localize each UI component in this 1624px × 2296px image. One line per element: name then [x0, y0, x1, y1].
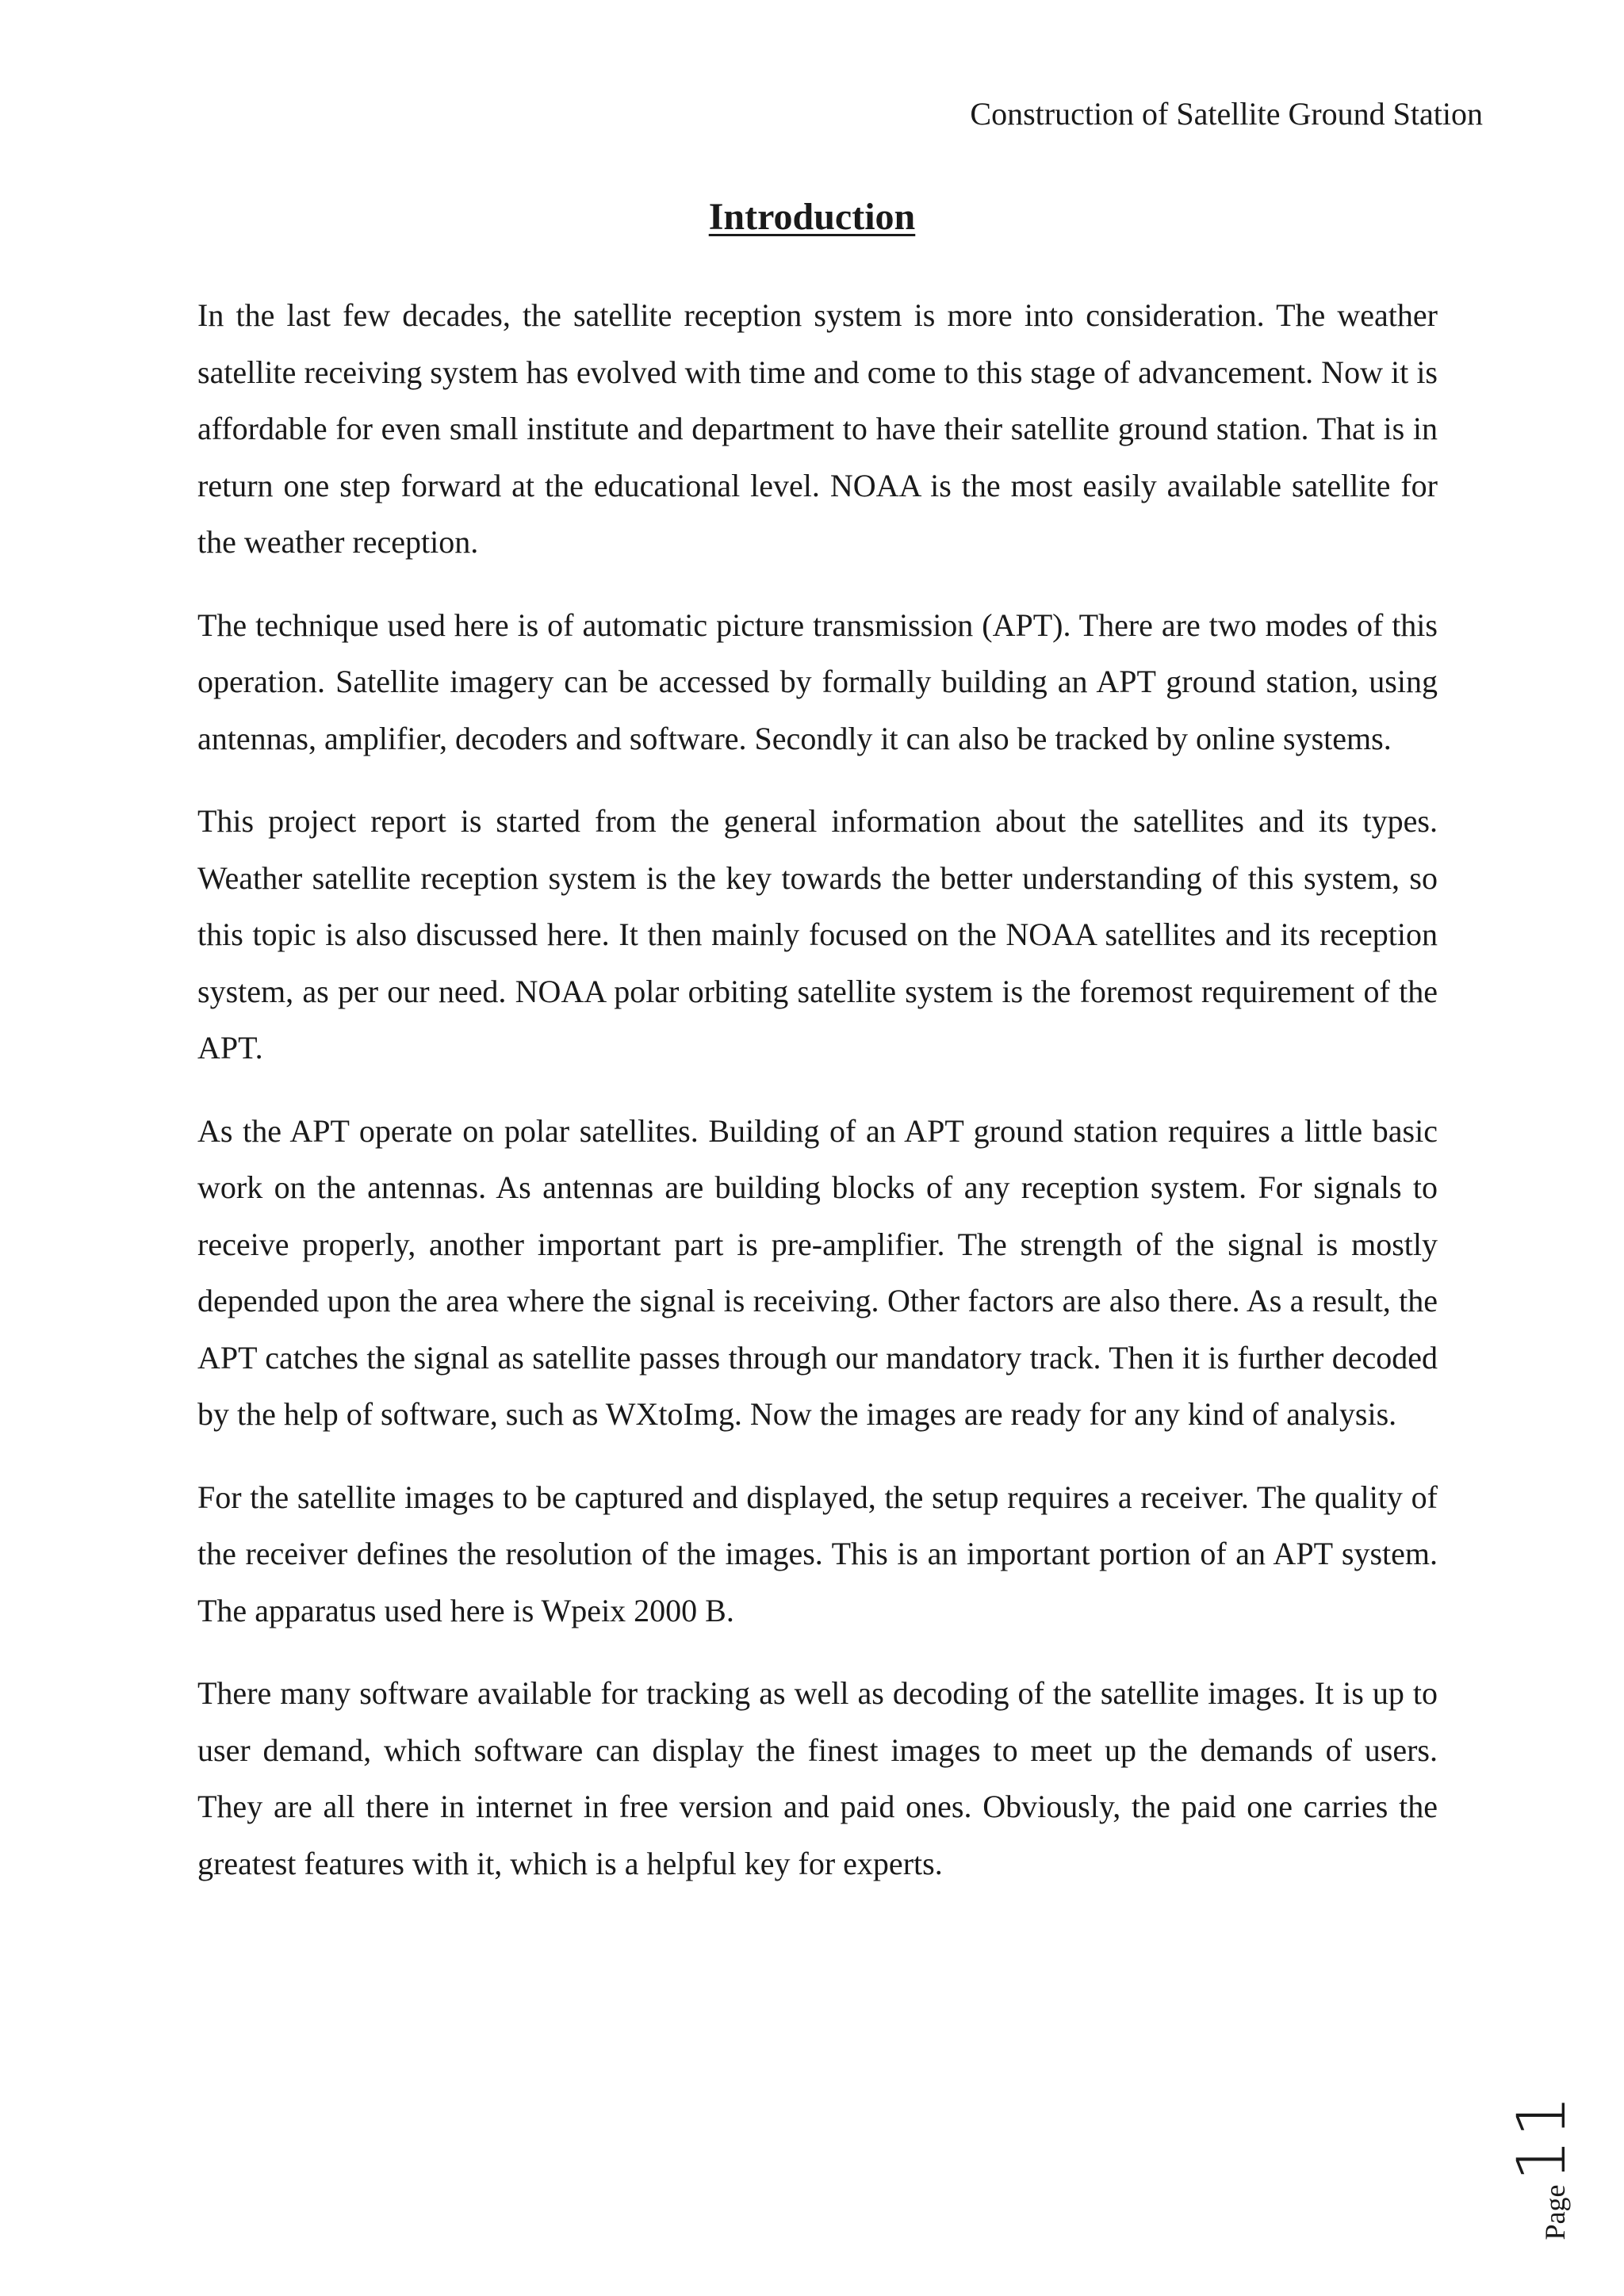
- running-header: Construction of Satellite Ground Station: [970, 96, 1483, 132]
- page-number: [1503, 2093, 1622, 2241]
- page-number-value: 11: [1503, 2093, 1580, 2182]
- paragraph-1: In the last few decades, the satellite reception system is more into consideration. The weather satellite receiving system has evolved with time and come to this stage of advancement. Now it is affordable for even small institute and department to have their satellite ground station. That is in return one step forward at the educational level. NOAA is the most easily available satellite for the weather reception.: [197, 297, 1438, 560]
- page-label: Page: [1539, 2184, 1571, 2241]
- body-text: [197, 287, 1438, 1918]
- paragraph-5: For the satellite images to be captured and displayed, the setup requires a receiver. The quality of the receiver defines the resolution of the images. This is an important portion of an APT system. The apparatus used here is Wpeix 2000 B.: [197, 1479, 1438, 1628]
- paragraph-2: The technique used here is of automatic picture transmission (APT). There are two modes of this operation. Satellite imagery can be accessed by formally building an APT ground station, using antennas, amplifier, decoders and software. Secondly it can also be tracked by online systems.: [197, 607, 1438, 756]
- paragraph-6: There many software available for tracking as well as decoding of the satellite images. It is up to user demand, which software can display the finest images to meet up the demands of users. They are all there in internet in free version and paid ones. Obviously, the paid one carries the greatest features with it, which is a helpful key for experts.: [197, 1675, 1438, 1881]
- page-title: Introduction: [708, 196, 916, 238]
- paragraph-3: This project report is started from the general information about the satellites and its types. Weather satellite reception system is the key towards the better understanding of this system, so this topic is also discussed here. It then mainly focused on the NOAA satellites and its reception system, as per our need. NOAA polar orbiting satellite system is the foremost requirement of the APT.: [197, 803, 1438, 1066]
- paragraph-4: As the APT operate on polar satellites. Building of an APT ground station requires a little basic work on the antennas. As antennas are building blocks of any reception system. For signals to receive properly, another important part is pre-amplifier. The strength of the signal is mostly depended upon the area where the signal is receiving. Other factors are also there. As a result, the APT catches the signal as satellite passes through our mandatory track. Then it is further decoded by the help of software, such as WXtoImg. Now the images are ready for any kind of analysis.: [197, 1112, 1438, 1432]
